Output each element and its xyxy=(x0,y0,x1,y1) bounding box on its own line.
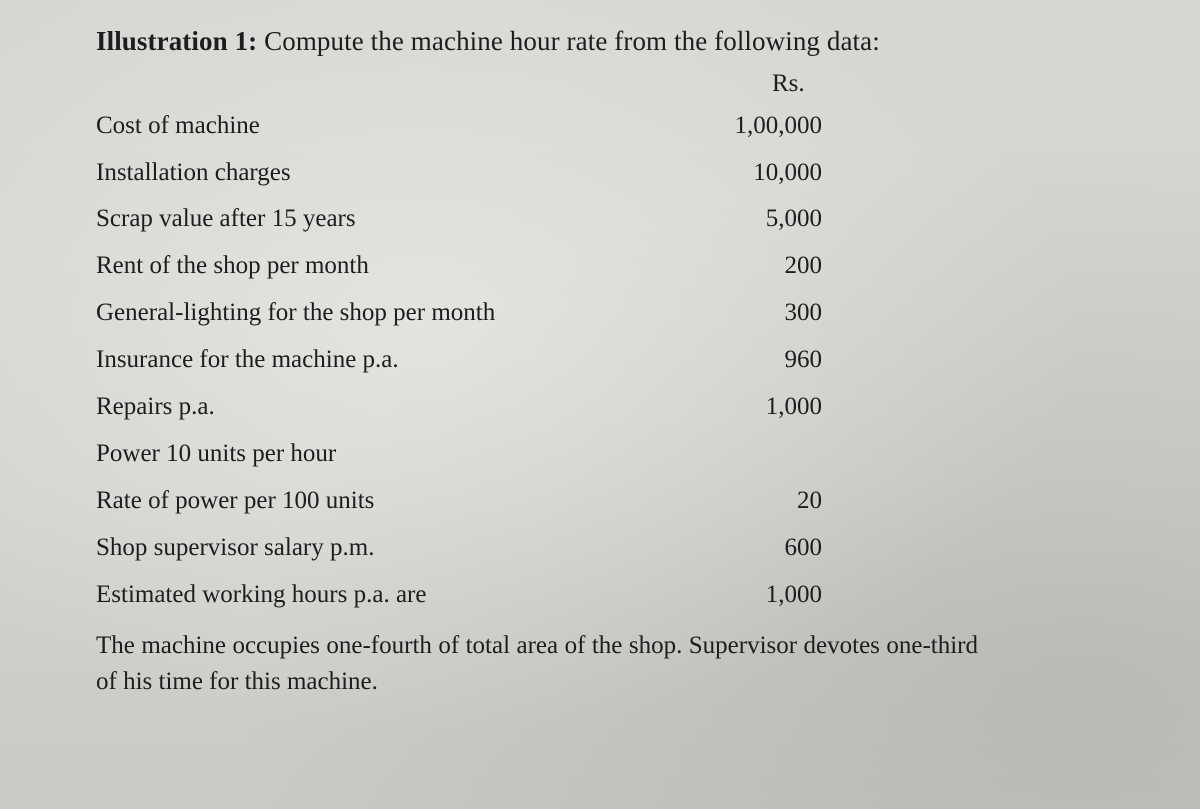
data-row xyxy=(96,534,822,568)
row-amount: 5,000 xyxy=(765,205,822,232)
data-row xyxy=(96,346,822,380)
data-row xyxy=(96,205,822,239)
data-row xyxy=(96,440,822,474)
data-row xyxy=(96,487,822,521)
row-item: Repairs p.a. xyxy=(96,393,215,420)
row-item: General-lighting for the shop per month xyxy=(96,299,496,326)
row-amount: 600 xyxy=(784,534,822,561)
row-item: Installation charges xyxy=(96,159,291,186)
row-amount: 200 xyxy=(784,252,822,279)
row-amount: 960 xyxy=(784,346,822,373)
row-amount: 1,000 xyxy=(765,581,822,608)
row-item: Insurance for the machine p.a. xyxy=(96,346,399,373)
row-item: Scrap value after 15 years xyxy=(96,205,356,232)
row-amount: 1,00,000 xyxy=(734,112,822,139)
row-item: Shop supervisor salary p.m. xyxy=(96,534,375,561)
row-amount: 300 xyxy=(784,299,822,326)
currency-column-header: Rs. xyxy=(772,70,805,97)
row-amount: 20 xyxy=(797,487,822,514)
row-item: Rate of power per 100 units xyxy=(96,487,375,514)
data-row xyxy=(96,581,822,615)
illustration-label: Illustration 1: xyxy=(96,26,258,56)
row-item: Cost of machine xyxy=(96,112,260,139)
row-item: Estimated working hours p.a. are xyxy=(96,581,427,608)
data-row xyxy=(96,299,822,333)
illustration-heading xyxy=(96,26,880,57)
problem-note: The machine occupies one-fourth of total area of the shop. Supervisor devotes one-third of his time for this machine. xyxy=(96,632,978,695)
row-amount: 10,000 xyxy=(753,159,822,186)
row-item: Power 10 units per hour xyxy=(96,440,337,467)
data-row xyxy=(96,252,822,286)
data-row xyxy=(96,112,822,146)
row-amount: 1,000 xyxy=(765,393,822,420)
data-row xyxy=(96,393,822,427)
row-item: Rent of the shop per month xyxy=(96,252,369,279)
data-row xyxy=(96,159,822,193)
illustration-text: Compute the machine hour rate from the following data: xyxy=(264,26,880,56)
